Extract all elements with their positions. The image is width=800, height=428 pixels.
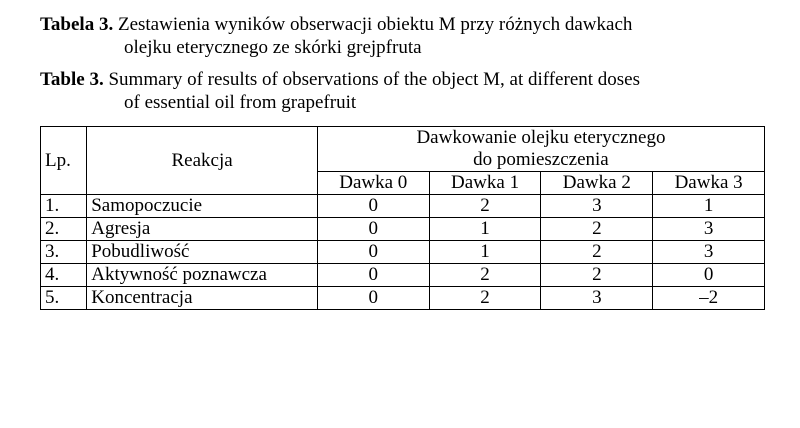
caption-english: [40, 68, 780, 114]
caption-english-label: Table 3.: [40, 69, 104, 90]
header-dosing-group: [317, 127, 764, 172]
cell-dose-0: 0: [317, 264, 429, 287]
row-number: 2.: [41, 218, 87, 241]
row-number: 4.: [41, 264, 87, 287]
cell-dose-2: 2: [541, 264, 653, 287]
caption-polish-line1: Zestawienia wyników obserwacji obiektu M przy różnych dawkach: [117, 14, 633, 35]
cell-dose-0: 0: [317, 241, 429, 264]
row-reakcja: Agresja: [87, 218, 318, 241]
caption-polish-line2: olejku eterycznego ze skórki grejpfruta: [124, 37, 422, 58]
header-reakcja: Reakcja: [87, 127, 318, 195]
row-reakcja: Samopoczucie: [87, 195, 318, 218]
cell-dose-0: 0: [317, 287, 429, 310]
cell-dose-1: 1: [429, 241, 541, 264]
cell-dose-2: 3: [541, 195, 653, 218]
caption-english-line1: Summary of results of observations of the object M, at different doses: [108, 69, 641, 90]
table-row: [41, 195, 765, 218]
header-dosing-line2: do pomieszczenia: [473, 149, 609, 170]
table-row: [41, 241, 765, 264]
caption-polish-label: Tabela 3.: [40, 14, 114, 35]
header-dose-2: Dawka 2: [541, 172, 653, 195]
row-number: 5.: [41, 287, 87, 310]
cell-dose-0: 0: [317, 195, 429, 218]
cell-dose-3: 0: [653, 264, 765, 287]
cell-dose-1: 1: [429, 218, 541, 241]
cell-dose-1: 2: [429, 195, 541, 218]
header-dose-3: Dawka 3: [653, 172, 765, 195]
cell-dose-3: 1: [653, 195, 765, 218]
cell-dose-2: 2: [541, 218, 653, 241]
table-row: [41, 287, 765, 310]
cell-dose-2: 3: [541, 287, 653, 310]
header-lp: Lp.: [41, 127, 87, 195]
cell-dose-1: 2: [429, 264, 541, 287]
header-row-1: [41, 127, 765, 172]
row-number: 1.: [41, 195, 87, 218]
header-dose-0: Dawka 0: [317, 172, 429, 195]
header-dosing-line1: Dawkowanie olejku eterycznego: [416, 127, 666, 148]
row-number: 3.: [41, 241, 87, 264]
table-row: [41, 218, 765, 241]
cell-dose-3: 3: [653, 241, 765, 264]
header-dose-1: Dawka 1: [429, 172, 541, 195]
cell-dose-3: –2: [653, 287, 765, 310]
row-reakcja: Aktywność poznawcza: [87, 264, 318, 287]
row-reakcja: Koncentracja: [87, 287, 318, 310]
row-reakcja: Pobudliwość: [87, 241, 318, 264]
cell-dose-2: 2: [541, 241, 653, 264]
cell-dose-1: 2: [429, 287, 541, 310]
cell-dose-3: 3: [653, 218, 765, 241]
table-row: [41, 264, 765, 287]
caption-english-line2: of essential oil from grapefruit: [124, 92, 357, 113]
cell-dose-0: 0: [317, 218, 429, 241]
caption-polish: [40, 13, 780, 59]
results-table: [40, 126, 765, 310]
